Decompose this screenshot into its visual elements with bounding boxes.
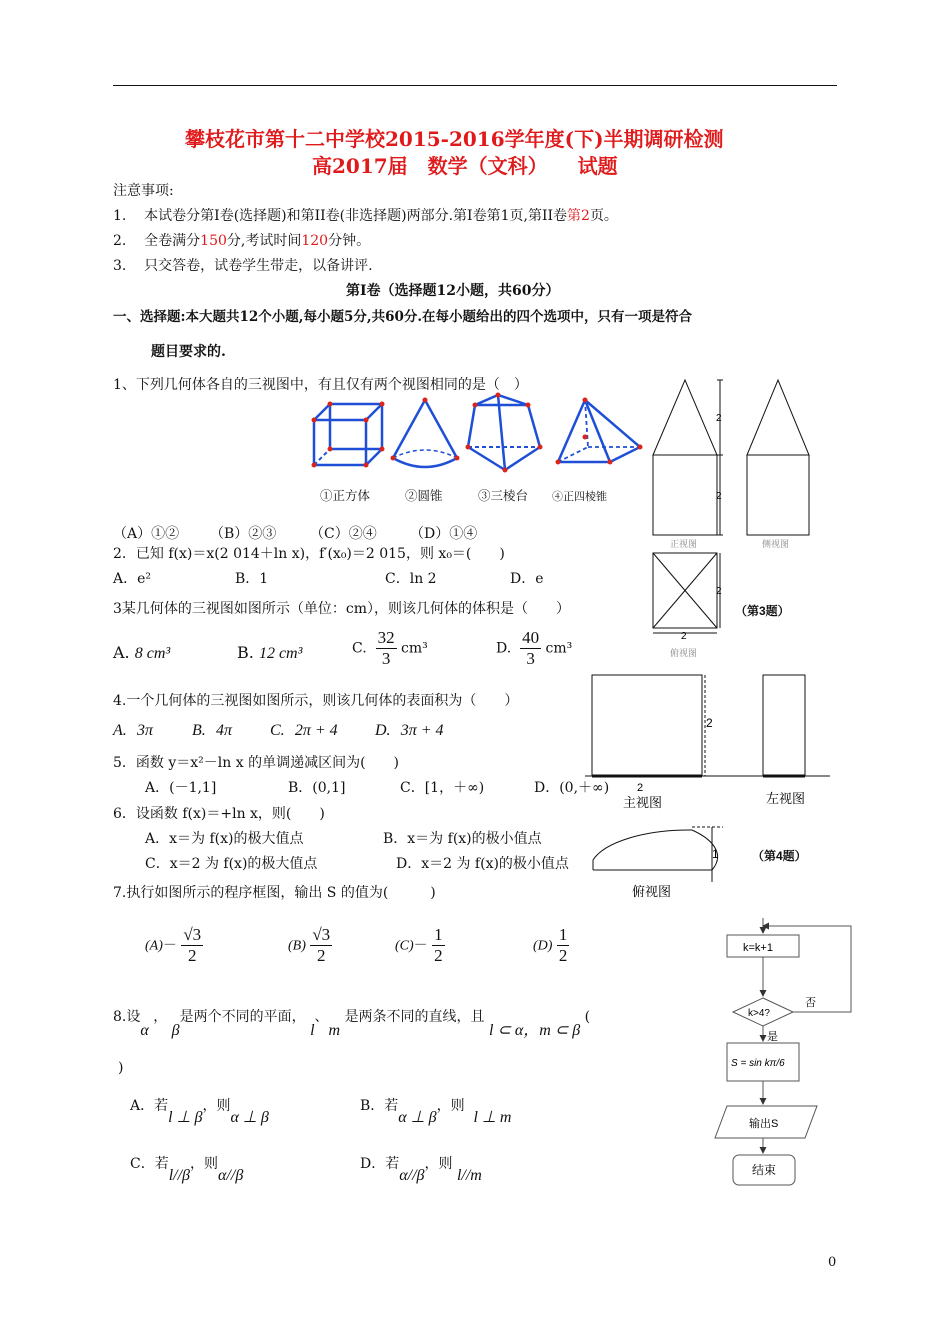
svg-text:输出S: 输出S bbox=[749, 1118, 779, 1130]
svg-text:正视图: 正视图 bbox=[670, 539, 698, 549]
q8-option-b: B．若α ⊥ β，则 l ⊥ m bbox=[360, 1098, 512, 1126]
q1-shape-label-1: ①正方体 bbox=[320, 489, 371, 503]
svg-text:左视图: 左视图 bbox=[766, 791, 806, 806]
exam-title-line1: 攀枝花市第十二中学校2015-2016学年度(下)半期调研检测 bbox=[185, 127, 724, 151]
q2-option-c: C．ln 2 bbox=[385, 571, 437, 587]
q2-option-a: A．e² bbox=[113, 571, 152, 587]
svg-text:俯视图: 俯视图 bbox=[632, 884, 672, 899]
q1-shape-label-4: ④正四棱锥 bbox=[552, 491, 607, 503]
q7-stem: 7.执行如图所示的程序框图，输出 S 的值为( ) bbox=[113, 885, 436, 901]
q3-figure-caption: （第3题） bbox=[735, 604, 790, 618]
q2-option-b: B．1 bbox=[235, 571, 269, 587]
q1-shape-label-3: ③三棱台 bbox=[478, 489, 529, 503]
q2-stem: 2．已知 f(x)＝x(2 014＋ln x)，f′(x₀)＝2 015，则 x₀＝( ) bbox=[113, 546, 505, 562]
q5-option-c: C．[1，＋∞) bbox=[400, 780, 485, 796]
svg-text:主视图: 主视图 bbox=[623, 795, 663, 810]
q4-option-a: A. 3π bbox=[113, 722, 153, 739]
q8-stem: 8.设α ， β是两个不同的平面， l、m 是两条不同的直线，且 l ⊂ α，m ⊂ β ( bbox=[113, 1009, 591, 1039]
svg-text:k=k+1: k=k+1 bbox=[743, 942, 773, 954]
q3-three-view-figure bbox=[640, 375, 820, 660]
q5-option-b: B．(0,1] bbox=[288, 780, 346, 796]
q7-flowchart bbox=[705, 918, 860, 1193]
svg-text:2: 2 bbox=[716, 491, 722, 502]
svg-text:2: 2 bbox=[681, 631, 687, 642]
q1-stem: 1、下列几何体各自的三视图中，有且仅有两个视图相同的是（ ） bbox=[113, 377, 528, 393]
q1-shape-label-2: ②圆锥 bbox=[405, 489, 443, 503]
svg-text:是: 是 bbox=[767, 1031, 778, 1043]
svg-text:俯视图: 俯视图 bbox=[670, 648, 698, 658]
q6-option-a: A．x＝为 f(x)的极大值点 bbox=[145, 831, 304, 847]
q7-option-c: (C)－ $\frac{1}{2}$ bbox=[395, 925, 443, 965]
q7-option-a: (A)－ $\frac{√3}{2}$ bbox=[145, 925, 202, 965]
q7-option-b: (B) $\frac{√3}{2}$ bbox=[288, 925, 331, 965]
q6-option-b: B．x＝为 f(x)的极小值点 bbox=[383, 831, 542, 847]
q8-option-d: D．若α//β，则 l//m bbox=[360, 1156, 482, 1184]
svg-text:1: 1 bbox=[712, 847, 719, 861]
page-number: 0 bbox=[828, 1255, 837, 1270]
q2-option-d: D．e bbox=[510, 571, 544, 587]
q5-stem: 5．函数 y＝x²－ln x 的单调递减区间为( ) bbox=[113, 755, 399, 771]
svg-text:2: 2 bbox=[716, 413, 722, 424]
q4-option-d: D. 3π + 4 bbox=[375, 722, 444, 739]
svg-text:k>4?: k>4? bbox=[748, 1008, 770, 1019]
q6-option-c: C．x＝2 为 f(x)的极大值点 bbox=[145, 856, 318, 872]
q4-figure-caption: （第4题） bbox=[752, 849, 807, 863]
svg-text:否: 否 bbox=[805, 997, 816, 1009]
section-title: 第I卷（选择题12小题，共60分） bbox=[346, 283, 560, 299]
svg-text:2: 2 bbox=[706, 716, 713, 730]
q1-option-a: （A）①② bbox=[113, 526, 180, 542]
svg-text:2: 2 bbox=[637, 782, 644, 794]
q3-stem: 3某几何体的三视图如图所示（单位：cm），则该几何体的体积是（ ） bbox=[113, 601, 571, 617]
header-rule bbox=[113, 85, 837, 86]
svg-text:2: 2 bbox=[716, 586, 722, 597]
q4-three-view-figure bbox=[585, 670, 830, 910]
q5-option-a: A．(－1,1] bbox=[145, 780, 217, 796]
q6-option-d: D．x＝2 为 f(x)的极小值点 bbox=[396, 856, 569, 872]
note-1: 1. 本试卷分第I卷(选择题)和第II卷(非选择题)两部分.第I卷第1页,第II卷第2页。 bbox=[113, 208, 618, 224]
q3-option-b: B. 12 cm³ bbox=[237, 643, 303, 662]
q3-option-c: C. $\frac{32}{3}$ cm³ bbox=[352, 628, 428, 668]
q1-option-b: （B）②③ bbox=[210, 526, 277, 542]
q4-option-b: B. 4π bbox=[192, 722, 232, 739]
q8-option-a: A．若l ⊥ β，则α ⊥ β bbox=[130, 1098, 269, 1126]
q1-option-c: （C）②④ bbox=[310, 526, 377, 542]
q8-stem-close: ) bbox=[118, 1060, 124, 1076]
q6-stem: 6．设函数 f(x)＝+ln x，则( ) bbox=[113, 806, 325, 822]
notes-heading: 注意事项: bbox=[113, 183, 174, 199]
svg-text:结束: 结束 bbox=[752, 1163, 777, 1177]
svg-text:侧视图: 侧视图 bbox=[762, 539, 790, 549]
note-2: 2. 全卷满分150分,考试时间120分钟。 bbox=[113, 233, 371, 249]
q8-option-c: C．若l//β，则α//β bbox=[130, 1156, 244, 1184]
q7-option-d: (D) $\frac{1}{2}$ bbox=[533, 925, 568, 965]
svg-text:S = sin kπ/6: S = sin kπ/6 bbox=[731, 1058, 785, 1069]
exam-title-line2: 高2017届 数学（文科） 试题 bbox=[312, 154, 618, 178]
note-3: 3. 只交答卷，试卷学生带走，以备讲评. bbox=[113, 258, 373, 274]
section-intro-1: 一、选择题:本大题共12个小题,每小题5分,共60分.在每小题给出的四个选项中，只有一项是符合 bbox=[113, 309, 693, 325]
q1-option-d: （D）①④ bbox=[410, 526, 478, 542]
q5-option-d: D．(0,＋∞) bbox=[534, 780, 610, 796]
q4-stem: 4.一个几何体的三视图如图所示，则该几何体的表面积为（ ） bbox=[113, 693, 519, 709]
q3-option-a: A. 8 cm³ bbox=[113, 643, 171, 662]
q4-option-c: C. 2π + 4 bbox=[270, 722, 338, 739]
q3-option-d: D. $\frac{40}{3}$ cm³ bbox=[496, 628, 573, 668]
section-intro-2: 题目要求的. bbox=[151, 344, 226, 360]
